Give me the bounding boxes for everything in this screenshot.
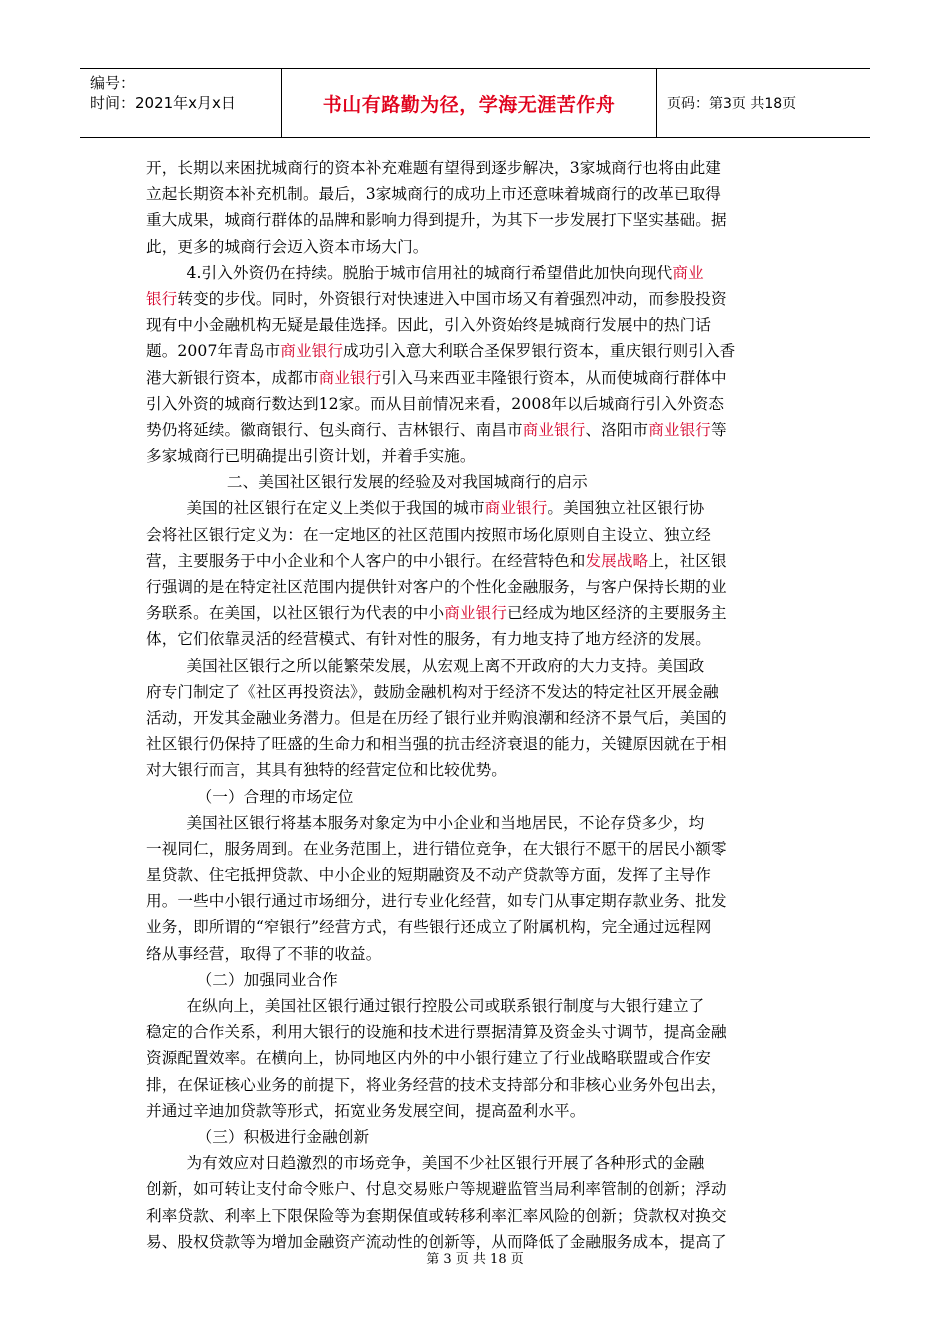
text-span: 排，在保证核心业务的前提下，将业务经营的技术支持部分和非核心业务外包出去， <box>146 1075 727 1094</box>
text-span: 在纵向上，美国社区银行通过银行控股公司或联系银行制度与大银行建立了 <box>146 997 705 1015</box>
text-span: 对大银行而言，其具有独特的经营定位和比较优势。 <box>146 761 507 780</box>
highlighted-link[interactable]: 商业 <box>672 263 704 282</box>
text-span: 务联系。在美国，以社区银行为代表的中小 <box>146 604 445 623</box>
highlighted-link[interactable]: 商业银行 <box>280 342 344 361</box>
text-span: 易、股权贷款等为增加金融资产流动性的创新等，从而降低了金融服务成本，提高了 <box>146 1232 727 1251</box>
document-body <box>146 155 800 1255</box>
text-span: 多家城商行已明确提出引资计划，并着手实施。 <box>146 447 476 466</box>
page-footer: 第 3 页 共 18 页 <box>426 1252 524 1267</box>
text-span: 业务，即所谓的“窄银行”经营方式，有些银行还成立了附属机构，完全通过远程网 <box>146 918 712 937</box>
text-span: 社区银行仍保持了旺盛的生命力和相当强的抗击经济衰退的能力，关键原因就在于相 <box>146 735 727 754</box>
text-span: 题。2007年青岛市 <box>146 342 281 361</box>
highlighted-link[interactable]: 商业银行 <box>484 499 548 518</box>
text-line <box>146 207 800 233</box>
text-line <box>146 993 800 1019</box>
highlighted-link[interactable]: 发展战略 <box>585 551 649 570</box>
highlighted-link[interactable]: 商业银行 <box>522 420 586 439</box>
text-span: 转变的步伐。同时，外资银行对快速进入中国市场又有着强烈冲动，而参股投资 <box>177 289 727 308</box>
text-line <box>146 784 800 810</box>
text-line <box>146 548 800 574</box>
text-line <box>146 653 800 679</box>
text-line <box>146 1072 800 1098</box>
text-line <box>146 810 800 836</box>
document-time-label: 时间：2021年x月x日 <box>90 94 236 112</box>
text-span: （一）合理的市场定位 <box>146 787 354 806</box>
text-span: 创新，如可转让支付命令账户、付息交易账户等规避监管当局利率管制的创新；浮动 <box>146 1180 727 1199</box>
text-span: 立起长期资本补充机制。最后，3家城商行的成功上市还意味着城商行的改革已取得 <box>146 185 721 204</box>
text-line <box>146 574 800 600</box>
text-line <box>146 1203 800 1229</box>
text-span: 开，长期以来困扰城商行的资本补充难题有望得到逐步解决，3家城商行也将由此建 <box>146 159 721 177</box>
text-line <box>146 469 800 495</box>
text-line <box>146 914 800 940</box>
text-line <box>146 888 800 914</box>
text-line <box>146 862 800 888</box>
text-line <box>146 1124 800 1150</box>
highlighted-link[interactable]: 商业银行 <box>648 420 711 439</box>
text-span: 二、美国社区银行发展的经验及对我国城商行的启示 <box>146 473 588 492</box>
text-span: 为有效应对日趋激烈的市场竞争，美国不少社区银行开展了各种形式的金融 <box>146 1154 705 1173</box>
text-line <box>146 1150 800 1176</box>
text-line <box>146 181 800 207</box>
text-span: 活动，开发其金融业务潜力。但是在历经了银行业并购浪潮和经济不景气后，美国的 <box>146 708 727 727</box>
text-span: 港大新银行资本，成都市 <box>146 368 319 387</box>
text-line <box>146 522 800 548</box>
text-span: 重大成果，城商行群体的品牌和影响力得到提升，为其下一步发展打下坚实基础。据 <box>146 211 727 230</box>
text-span: 4.引入外资仍在持续。脱胎于城市信用社的城商行希望借此加快向现代 <box>146 263 673 282</box>
text-span: 成功引入意大利联合圣保罗银行资本，重庆银行则引入香 <box>343 342 736 361</box>
text-span: 并通过辛迪加贷款等形式，拓宽业务发展空间，提高盈利水平。 <box>146 1101 586 1120</box>
text-span: 资源配置效率。在横向上，协同地区内外的中小银行建立了行业战略联盟或合作安 <box>146 1049 711 1068</box>
highlighted-link[interactable]: 商业银行 <box>444 604 507 623</box>
highlighted-link[interactable]: 商业银行 <box>318 368 382 387</box>
text-span: 已经成为地区经济的主要服务主 <box>506 604 727 623</box>
text-line <box>146 365 800 391</box>
text-span: 引入外资的城商行数达到12家。而从目前情况来看，2008年以后城商行引入外资态 <box>146 394 725 413</box>
text-span: 引入马来西亚丰隆银行资本，从而使城商行群体中 <box>381 368 727 387</box>
header-table <box>80 68 870 138</box>
text-line <box>146 1176 800 1202</box>
text-line <box>146 626 800 652</box>
text-span: 美国社区银行将基本服务对象定为中小企业和当地居民，不论存贷多少，均 <box>146 813 705 832</box>
text-span: 行强调的是在特定社区范围内提供针对客户的个性化金融服务，与客户保持长期的业 <box>146 578 727 596</box>
text-span: 美国的社区银行在定义上类似于我国的城市 <box>146 499 485 518</box>
text-span: 稳定的合作关系，利用大银行的设施和技术进行票据清算及资金头寸调节，提高金融 <box>146 1023 727 1042</box>
text-line <box>146 757 800 783</box>
text-span: 、洛阳市 <box>585 420 649 439</box>
text-line <box>146 731 800 757</box>
text-span: 会将社区银行定义为：在一定地区的社区范围内按照市场化原则自主设立、独立经 <box>146 525 711 544</box>
text-span: 星贷款、住宅抵押贷款、中小企业的短期融资及不动产贷款等方面，发挥了主导作 <box>146 866 711 885</box>
text-span: 等 <box>711 420 727 439</box>
text-span: 一视同仁，服务周到。在业务范围上，进行错位竞争，在大银行不愿干的居民小额零 <box>146 839 727 858</box>
text-line <box>146 836 800 862</box>
text-line <box>146 1045 800 1071</box>
text-line <box>146 495 800 521</box>
text-line <box>146 1019 800 1045</box>
text-span: 体，它们依靠灵活的经营模式、有针对性的服务，有力地支持了地方经济的发展。 <box>146 630 711 649</box>
document-number-label: 编号： <box>90 74 136 92</box>
highlighted-link[interactable]: 银行 <box>146 289 178 308</box>
text-span: （二）加强同业合作 <box>146 970 338 989</box>
text-span: 美国社区银行之所以能繁荣发展，从宏观上离不开政府的大力支持。美国政 <box>146 656 705 675</box>
header-motto: 书山有路勤为径，学海无涯苦作舟 <box>282 69 657 137</box>
text-span: 络从事经营，取得了不菲的收益。 <box>146 944 382 963</box>
header-page-info: 页码：第3页 共18页 <box>667 96 797 112</box>
text-line <box>146 338 800 364</box>
text-line <box>146 967 800 993</box>
text-line <box>146 286 800 312</box>
text-span: 营，主要服务于中小企业和个人客户的中小银行。在经营特色和 <box>146 551 586 570</box>
text-span: 现有中小金融机构无疑是最佳选择。因此，引入外资始终是城商行发展中的热门话 <box>146 316 711 335</box>
text-span: 上，社区银 <box>648 551 727 570</box>
text-line <box>146 679 800 705</box>
text-span: 用。一些中小银行通过市场细分，进行专业化经营，如专门从事定期存款业务、批发 <box>146 892 727 911</box>
text-span: （三）积极进行金融创新 <box>146 1127 370 1146</box>
text-span: 利率贷款、利率上下限保险等为套期保值或转移利率汇率风险的创新；贷款权对换交 <box>146 1206 727 1225</box>
text-span: 。美国独立社区银行协 <box>547 499 705 518</box>
text-line <box>146 312 800 338</box>
text-line <box>146 443 800 469</box>
text-span: 势仍将延续。徽商银行、包头商行、吉林银行、南昌市 <box>146 420 523 439</box>
text-line <box>146 941 800 967</box>
text-line <box>146 705 800 731</box>
text-line <box>146 234 800 260</box>
text-span: 府专门制定了《社区再投资法》，鼓励金融机构对于经济不发达的特定社区开展金融 <box>146 682 719 701</box>
text-line <box>146 260 800 286</box>
text-line <box>146 600 800 626</box>
text-line <box>146 391 800 417</box>
text-line <box>146 417 800 443</box>
header-meta <box>80 69 282 137</box>
text-line <box>146 155 800 181</box>
text-line <box>146 1098 800 1124</box>
text-span: 此，更多的城商行会迈入资本市场大门。 <box>146 237 429 256</box>
